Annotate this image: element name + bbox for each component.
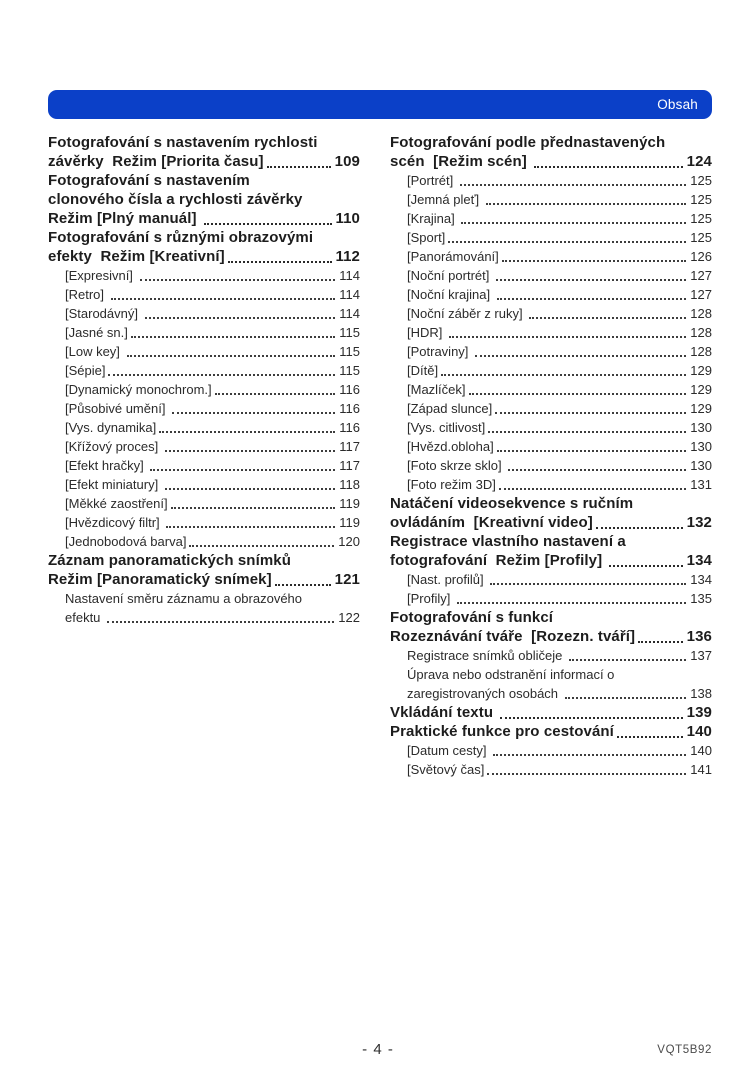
toc-entry-lastline xyxy=(390,703,712,722)
toc-entry-lastline xyxy=(390,551,712,570)
toc-entry[interactable] xyxy=(48,475,360,494)
toc-entry[interactable] xyxy=(390,665,712,703)
toc-entry[interactable] xyxy=(48,361,360,380)
dot-leader xyxy=(108,374,335,376)
toc-entry[interactable] xyxy=(390,532,712,570)
toc-entry-lastline xyxy=(65,361,360,380)
toc-entry-lastline xyxy=(65,608,360,627)
toc-entry-lastline xyxy=(390,627,712,646)
toc-page-number: 117 xyxy=(339,439,360,454)
toc-page-number: 116 xyxy=(339,420,360,435)
toc-page-number: 109 xyxy=(334,153,360,170)
page-number: - 4 - xyxy=(362,1041,394,1058)
toc-entry-lastline xyxy=(65,266,360,285)
toc-page-number: 140 xyxy=(690,743,712,758)
toc-entry-label: [Dítě] xyxy=(407,363,439,378)
toc-entry[interactable] xyxy=(390,247,712,266)
toc-entry[interactable] xyxy=(48,266,360,285)
toc-entry-label: [Západ slunce] xyxy=(407,401,493,416)
dot-leader xyxy=(127,355,336,357)
toc-entry-label: Rozeznávání tváře [Rozezn. tváří] xyxy=(390,628,636,645)
toc-page-number: 129 xyxy=(690,401,712,416)
toc-entry[interactable] xyxy=(48,228,360,266)
toc-entry[interactable] xyxy=(390,304,712,323)
toc-entry[interactable] xyxy=(390,190,712,209)
dot-leader xyxy=(488,431,686,433)
toc-entry[interactable] xyxy=(48,418,360,437)
toc-entry-lastline xyxy=(65,494,360,513)
toc-page-number: 120 xyxy=(338,534,360,549)
toc-entry-label: [Efekt hračky] xyxy=(65,458,148,473)
toc-entry-lastline xyxy=(65,304,360,323)
toc-entry-line: Úprava nebo odstranění informací o xyxy=(407,667,615,682)
dot-leader xyxy=(497,298,687,300)
toc-entry-lastline xyxy=(65,342,360,361)
toc-entry[interactable] xyxy=(390,228,712,247)
toc-entry[interactable] xyxy=(390,399,712,418)
dot-leader xyxy=(215,393,336,395)
toc-entry-line: Fotografování podle přednastavených xyxy=(390,134,666,151)
toc-entry-label: Režim [Panoramatický snímek] xyxy=(48,571,272,588)
toc-entry[interactable] xyxy=(48,342,360,361)
dot-leader xyxy=(448,241,686,243)
toc-entry-label: [Foto skrze sklo] xyxy=(407,458,506,473)
dot-leader xyxy=(569,659,686,661)
toc-entry[interactable] xyxy=(48,437,360,456)
toc-entry[interactable] xyxy=(390,342,712,361)
toc-page-number: 114 xyxy=(339,306,360,321)
dot-leader xyxy=(131,336,335,338)
toc-page-number: 114 xyxy=(339,268,360,283)
toc-entry[interactable] xyxy=(48,133,360,171)
dot-leader xyxy=(159,431,335,433)
dot-leader xyxy=(469,393,687,395)
dot-leader xyxy=(508,469,686,471)
toc-entry[interactable] xyxy=(390,589,712,608)
dot-leader xyxy=(457,602,686,604)
toc-entry-label: [Světový čas] xyxy=(407,762,485,777)
toc-entry[interactable] xyxy=(390,475,712,494)
dot-leader xyxy=(140,279,336,281)
toc-entry-lastline xyxy=(65,380,360,399)
toc-entry-lastline xyxy=(407,228,712,247)
page-footer xyxy=(0,1041,756,1061)
toc-page-number: 115 xyxy=(339,363,360,378)
toc-page-number: 125 xyxy=(690,192,712,207)
toc-page-number: 129 xyxy=(690,363,712,378)
dot-leader xyxy=(165,488,335,490)
dot-leader xyxy=(565,697,687,699)
toc-entry-lastline xyxy=(407,361,712,380)
toc-page-number: 121 xyxy=(334,571,360,588)
toc-page-number: 128 xyxy=(690,306,712,321)
toc-page-number: 110 xyxy=(335,210,360,227)
toc-page-number: 130 xyxy=(690,439,712,454)
toc-entry-label: [Dynamický monochrom.] xyxy=(65,382,212,397)
toc-page-number: 134 xyxy=(690,572,712,587)
toc-entry-lastline xyxy=(407,399,712,418)
toc-entry-lastline xyxy=(48,570,360,589)
dot-leader xyxy=(609,565,682,567)
toc-entry-lastline xyxy=(390,152,712,171)
dot-leader xyxy=(165,450,335,452)
toc-entry-line: Záznam panoramatických snímků xyxy=(48,552,291,569)
dot-leader xyxy=(267,166,331,168)
toc-entry-label: [Low key] xyxy=(65,344,124,359)
dot-leader xyxy=(475,355,686,357)
toc-entry-label: Registrace snímků obličeje xyxy=(407,648,566,663)
dot-leader xyxy=(275,584,331,586)
dot-leader xyxy=(486,203,687,205)
dot-leader xyxy=(171,507,336,509)
toc-entry-lastline xyxy=(407,342,712,361)
toc-entry-line: Fotografování s různými obrazovými xyxy=(48,229,314,246)
toc-entry-line: Fotografování s nastavením rychlosti xyxy=(48,134,318,151)
toc-entry[interactable] xyxy=(390,741,712,760)
toc-entry-label: Praktické funkce pro cestování xyxy=(390,723,614,740)
toc-entry[interactable] xyxy=(48,399,360,418)
dot-leader xyxy=(441,374,686,376)
toc-entry-label: [Profily] xyxy=(407,591,454,606)
toc-entry-label: [Expresivní] xyxy=(65,268,137,283)
toc-entry-label: [Foto režim 3D] xyxy=(407,477,496,492)
dot-leader xyxy=(228,261,332,263)
dot-leader xyxy=(189,545,334,547)
toc-entry-label: [Noční portrét] xyxy=(407,268,493,283)
toc-page-number: 137 xyxy=(690,648,712,663)
toc-entry-label: [Noční krajina] xyxy=(407,287,494,302)
toc-entry-lastline xyxy=(65,513,360,532)
toc-entry-label: [Potraviny] xyxy=(407,344,473,359)
toc-entry-line: Nastavení směru záznamu a obrazového xyxy=(65,591,303,606)
toc-entry-lastline xyxy=(407,475,712,494)
toc-entry-lastline xyxy=(407,209,712,228)
toc-entry-label: [Mazlíček] xyxy=(407,382,466,397)
toc-column-left xyxy=(48,133,360,779)
toc-entry-lastline xyxy=(407,266,712,285)
toc-entry-label: Režim [Plný manuál] xyxy=(48,210,201,227)
page-header-title: Obsah xyxy=(657,97,698,112)
dot-leader xyxy=(496,279,686,281)
dot-leader xyxy=(460,184,686,186)
dot-leader xyxy=(497,450,687,452)
toc-entry-lastline xyxy=(48,247,360,266)
toc-page-number: 115 xyxy=(339,344,360,359)
toc-column-right xyxy=(390,133,712,779)
toc-entry-label: [Jednobodová barva] xyxy=(65,534,187,549)
toc-entry[interactable] xyxy=(390,285,712,304)
table-of-contents xyxy=(48,133,712,779)
dot-leader xyxy=(449,336,686,338)
toc-entry[interactable] xyxy=(48,171,360,228)
toc-page-number: 116 xyxy=(339,401,360,416)
toc-page-number: 124 xyxy=(686,153,712,170)
toc-entry-lastline xyxy=(390,722,712,741)
toc-page-number: 122 xyxy=(338,610,360,625)
toc-entry-lastline xyxy=(407,247,712,266)
toc-entry[interactable] xyxy=(390,133,712,171)
dot-leader xyxy=(617,736,683,738)
dot-leader xyxy=(111,298,336,300)
toc-entry-label: [Panorámování] xyxy=(407,249,499,264)
toc-entry[interactable] xyxy=(390,437,712,456)
toc-entry-label: [Nast. profilů] xyxy=(407,572,488,587)
toc-entry-label: ovládáním [Kreativní video] xyxy=(390,514,593,531)
dot-leader xyxy=(107,621,334,623)
toc-entry[interactable] xyxy=(390,209,712,228)
toc-entry[interactable] xyxy=(390,722,712,741)
dot-leader xyxy=(534,166,683,168)
toc-page-number: 128 xyxy=(690,325,712,340)
toc-entry-lastline xyxy=(65,532,360,551)
toc-entry[interactable] xyxy=(390,380,712,399)
toc-entry-label: [Sport] xyxy=(407,230,446,245)
toc-entry[interactable] xyxy=(390,703,712,722)
toc-entry-lastline xyxy=(407,285,712,304)
header-bar xyxy=(48,90,712,119)
toc-page-number: 119 xyxy=(339,515,360,530)
dot-leader xyxy=(499,488,686,490)
toc-entry-line: Fotografování s nastavením xyxy=(48,172,250,189)
toc-entry-label: [Retro] xyxy=(65,287,108,302)
toc-entry-label: [Měkké zaostření] xyxy=(65,496,168,511)
toc-page-number: 119 xyxy=(339,496,360,511)
toc-entry-lastline xyxy=(407,190,712,209)
toc-entry-lastline xyxy=(48,209,360,228)
toc-entry-label: [Vys. dynamika] xyxy=(65,420,157,435)
toc-page-number: 126 xyxy=(690,249,712,264)
toc-entry-lastline xyxy=(407,380,712,399)
toc-page-number: 128 xyxy=(690,344,712,359)
toc-entry-label: [Vys. citlivost] xyxy=(407,420,486,435)
toc-entry-label: fotografování Režim [Profily] xyxy=(390,552,607,569)
dot-leader xyxy=(490,583,686,585)
toc-page-number: 140 xyxy=(686,723,712,740)
toc-page-number: 125 xyxy=(690,173,712,188)
toc-entry-lastline xyxy=(407,589,712,608)
toc-entry-label: [Datum cesty] xyxy=(407,743,491,758)
toc-entry[interactable] xyxy=(390,361,712,380)
toc-entry-lastline xyxy=(407,570,712,589)
toc-entry[interactable] xyxy=(48,380,360,399)
dot-leader xyxy=(596,527,683,529)
toc-page-number: 139 xyxy=(686,704,712,721)
toc-entry-lastline xyxy=(407,304,712,323)
toc-page-number: 141 xyxy=(690,762,712,777)
toc-page-number: 127 xyxy=(690,287,712,302)
toc-entry-label: Vkládání textu xyxy=(390,704,498,721)
toc-entry-lastline xyxy=(407,646,712,665)
toc-entry[interactable] xyxy=(48,513,360,532)
toc-page-number: 125 xyxy=(690,211,712,226)
toc-entry[interactable] xyxy=(48,456,360,475)
toc-entry-lastline xyxy=(390,513,712,532)
toc-page-number: 130 xyxy=(690,458,712,473)
toc-entry-line: Natáčení videosekvence s ručním xyxy=(390,495,634,512)
toc-entry-lastline xyxy=(65,475,360,494)
toc-entry-lastline xyxy=(407,437,712,456)
toc-entry-line: Fotografování s funkcí xyxy=(390,609,554,626)
toc-page-number: 118 xyxy=(339,477,360,492)
toc-entry-label: [Křížový proces] xyxy=(65,439,162,454)
toc-entry-label: [Hvězdicový filtr] xyxy=(65,515,164,530)
toc-entry-lastline xyxy=(65,399,360,418)
toc-entry[interactable] xyxy=(48,494,360,513)
toc-page-number: 134 xyxy=(686,552,712,569)
toc-entry-label: [Efekt miniatury] xyxy=(65,477,162,492)
toc-page-number: 116 xyxy=(339,382,360,397)
toc-entry-lastline xyxy=(407,760,712,779)
dot-leader xyxy=(461,222,686,224)
toc-entry[interactable] xyxy=(390,494,712,532)
toc-entry[interactable] xyxy=(390,323,712,342)
toc-entry-label: [Starodávný] xyxy=(65,306,142,321)
toc-entry[interactable] xyxy=(390,266,712,285)
toc-entry[interactable] xyxy=(48,551,360,589)
dot-leader xyxy=(166,526,335,528)
toc-entry-line: Registrace vlastního nastavení a xyxy=(390,533,626,550)
toc-entry[interactable] xyxy=(48,285,360,304)
toc-entry[interactable] xyxy=(48,323,360,342)
toc-entry-label: [Noční záběr z ruky] xyxy=(407,306,527,321)
toc-entry[interactable] xyxy=(390,570,712,589)
toc-page-number: 132 xyxy=(686,514,712,531)
toc-entry[interactable] xyxy=(48,589,360,627)
toc-entry-lastline xyxy=(407,741,712,760)
dot-leader xyxy=(500,717,682,719)
toc-entry-lastline xyxy=(407,323,712,342)
toc-entry-lastline xyxy=(407,684,712,703)
dot-leader xyxy=(172,412,335,414)
toc-page-number: 112 xyxy=(335,248,360,265)
toc-entry[interactable] xyxy=(48,304,360,323)
dot-leader xyxy=(493,754,686,756)
toc-entry-label: efekty Režim [Kreativní] xyxy=(48,248,225,265)
toc-entry-label: [Portrét] xyxy=(407,173,457,188)
toc-entry-label: zaregistrovaných osobách xyxy=(407,686,562,701)
toc-entry-lastline xyxy=(407,418,712,437)
toc-page-number: 114 xyxy=(339,287,360,302)
toc-entry-label: [Jasné sn.] xyxy=(65,325,128,340)
toc-entry[interactable] xyxy=(390,646,712,665)
toc-entry-label: závěrky Režim [Priorita času] xyxy=(48,153,264,170)
dot-leader xyxy=(529,317,686,319)
toc-page-number: 138 xyxy=(690,686,712,701)
toc-page-number: 135 xyxy=(690,591,712,606)
toc-entry-lastline xyxy=(407,171,712,190)
toc-entry-lastline xyxy=(65,285,360,304)
toc-entry-label: [Hvězd.obloha] xyxy=(407,439,494,454)
toc-entry-lastline xyxy=(65,456,360,475)
toc-entry[interactable] xyxy=(390,760,712,779)
dot-leader xyxy=(638,641,683,643)
toc-entry-label: [Krajina] xyxy=(407,211,459,226)
toc-page-number: 117 xyxy=(339,458,360,473)
toc-entry[interactable] xyxy=(390,456,712,475)
dot-leader xyxy=(150,469,335,471)
toc-entry-line: clonového čísla a rychlosti závěrky xyxy=(48,191,303,208)
toc-page-number: 125 xyxy=(690,230,712,245)
toc-entry-label: [HDR] xyxy=(407,325,446,340)
toc-entry-lastline xyxy=(48,152,360,171)
dot-leader xyxy=(145,317,336,319)
document-code: VQT5B92 xyxy=(657,1044,712,1056)
dot-leader xyxy=(487,773,686,775)
toc-entry-lastline xyxy=(407,456,712,475)
toc-entry-label: [Sépie] xyxy=(65,363,106,378)
toc-page-number: 131 xyxy=(690,477,712,492)
toc-page-number: 130 xyxy=(690,420,712,435)
toc-entry-lastline xyxy=(65,323,360,342)
toc-entry[interactable] xyxy=(390,418,712,437)
dot-leader xyxy=(204,223,332,225)
dot-leader xyxy=(502,260,687,262)
toc-page-number: 136 xyxy=(686,628,712,645)
toc-entry-lastline xyxy=(65,418,360,437)
toc-page-number: 115 xyxy=(339,325,360,340)
toc-entry[interactable] xyxy=(390,608,712,646)
dot-leader xyxy=(495,412,686,414)
toc-entry-label: efektu xyxy=(65,610,105,625)
toc-entry[interactable] xyxy=(390,171,712,190)
toc-entry-lastline xyxy=(65,437,360,456)
toc-page-number: 129 xyxy=(690,382,712,397)
toc-entry[interactable] xyxy=(48,532,360,551)
toc-entry-label: [Působivé umění] xyxy=(65,401,170,416)
toc-entry-label: scén [Režim scén] xyxy=(390,153,532,170)
toc-entry-label: [Jemná pleť] xyxy=(407,192,483,207)
toc-page-number: 127 xyxy=(690,268,712,283)
